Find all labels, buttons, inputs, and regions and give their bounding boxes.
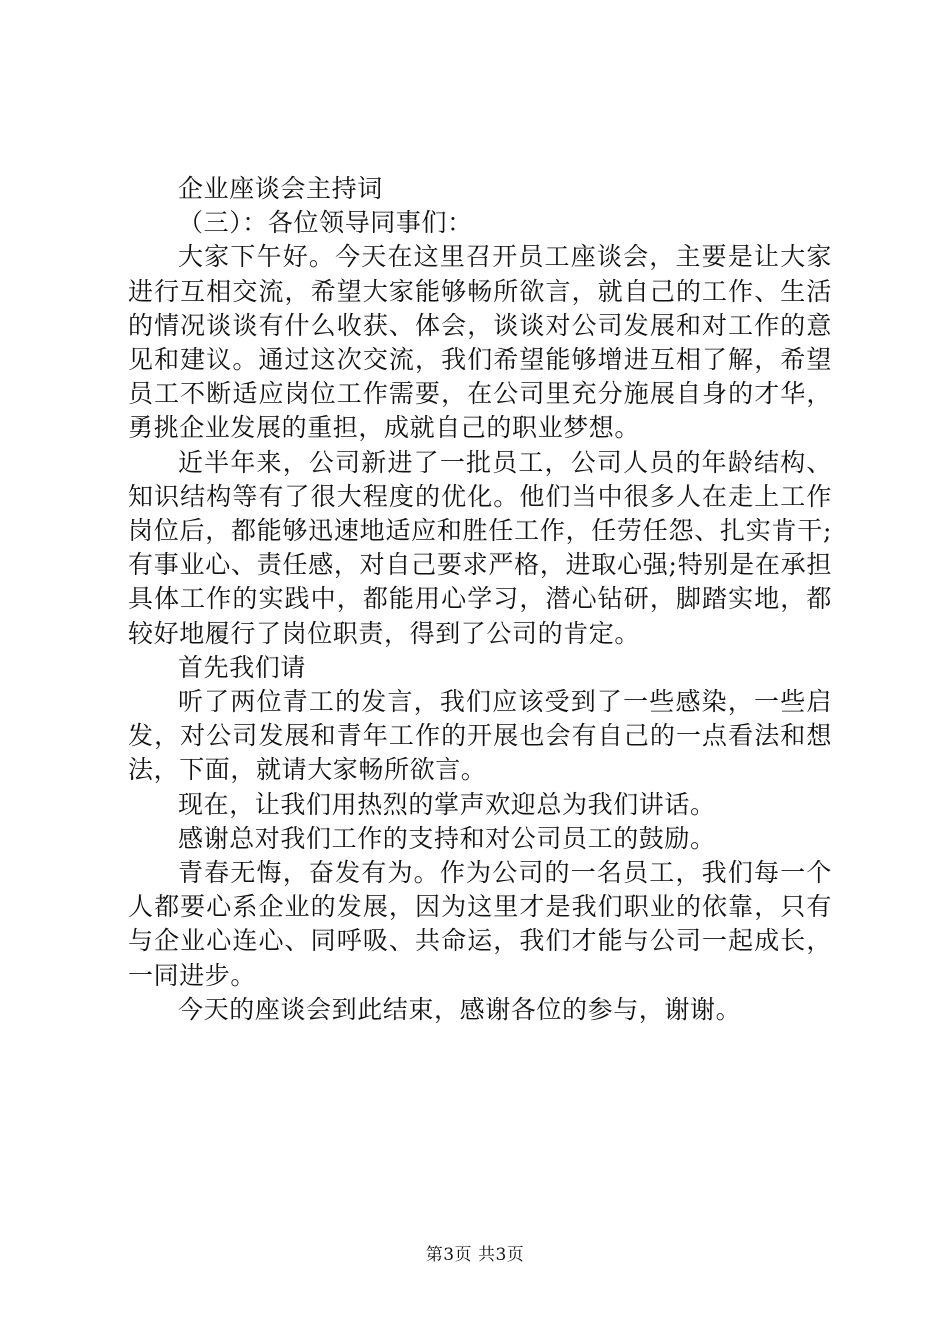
document-title: 企业座谈会主持词 <box>178 174 383 203</box>
paragraph-closing: 今天的座谈会到此结束，感谢各位的参与，谢谢。 <box>178 994 742 1024</box>
paragraph-welcome-speech: 现在，让我们用热烈的掌声欢迎总为我们讲话。 <box>178 789 716 819</box>
paragraph-new-staff: 近半年来，公司新进了一批员工，公司人员的年龄结构、知识结构等有了很大程度的优化。他们当中很多人在走上工作岗位后，都能够迅速地适应和胜任工作，任劳任怨、扎实肯干;有事业心、责任感，对自己要求严格，进取心强;特别是在承担具体工作的实践中，都能用心学习，潜心钻研，脚踏实地，都较好地履行了岗位职责，得到了公司的肯定。 <box>128 447 832 648</box>
page-footer: 第3页 共3页 <box>425 1245 525 1265</box>
salutation: （三）：各位领导同事们： <box>178 208 473 238</box>
paragraph-youth: 青春无悔，奋发有为。作为公司的一名员工，我们每一个人都要心系企业的发展，因为这里才是我们职业的依靠，只有与企业心连心、同呼吸、共命运，我们才能与公司一起成长，一同进步。 <box>128 858 832 990</box>
paragraph-invite-speaker: 首先我们请 <box>178 652 307 682</box>
document-body <box>128 172 832 1027</box>
paragraph-discussion: 听了两位青工的发言，我们应该受到了一些感染，一些启发，对公司发展和青年工作的开展也会有自己的一点看法和想法，下面，就请大家畅所欲言。 <box>128 687 832 785</box>
paragraph-thanks: 感谢总对我们工作的支持和对公司员工的鼓励。 <box>178 823 716 853</box>
paragraph-opening: 大家下午好。今天在这里召开员工座谈会，主要是让大家进行互相交流，希望大家能够畅所欲言，就自己的工作、生活的情况谈谈有什么收获、体会，谈谈对公司发展和对工作的意见和建议。通过这次交流，我们希望能够增进互相了解，希望员工不断适应岗位工作需要，在公司里充分施展自身的才华，勇挑企业发展的重担，成就自己的职业梦想。 <box>128 242 832 443</box>
